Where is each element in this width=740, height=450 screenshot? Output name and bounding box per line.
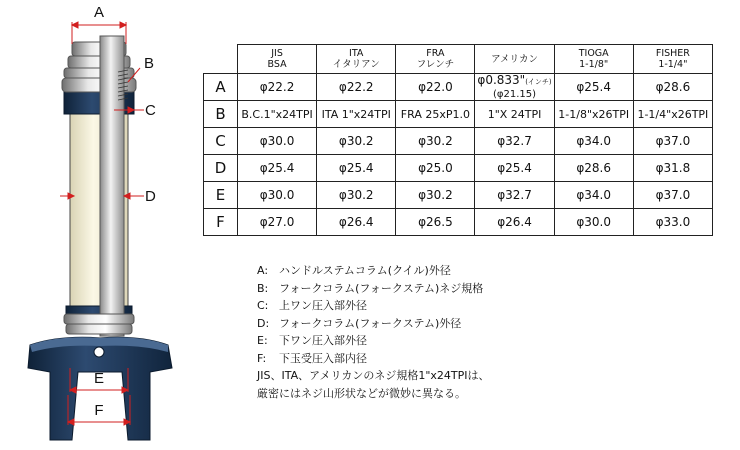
table-cell: φ25.4 xyxy=(475,155,554,182)
legend-text: フォークコラム(フォークステム)外径 xyxy=(279,316,462,330)
table-cell-american-a xyxy=(475,74,554,101)
table-cell: φ32.7 xyxy=(475,182,554,209)
row-label: D xyxy=(204,155,238,182)
table-cell: B.C.1"x24TPI xyxy=(238,101,317,128)
header-tioga: TIOGA 1-1/8" xyxy=(554,45,633,74)
legend-text: 上ワン圧入部外径 xyxy=(279,299,367,312)
top-headset xyxy=(62,42,136,92)
table-cell: φ26.5 xyxy=(396,209,475,236)
table-cell: φ37.0 xyxy=(633,128,712,155)
table-row xyxy=(204,182,713,209)
note-line-1: JIS、ITA、アメリカンのネジ規格1"x24TPIは、 xyxy=(257,369,490,382)
table-cell: φ22.2 xyxy=(238,74,317,101)
table-cell: φ25.4 xyxy=(317,155,396,182)
row-label: F xyxy=(204,209,238,236)
table-cell: φ31.8 xyxy=(633,155,712,182)
table-cell: φ26.4 xyxy=(317,209,396,236)
row-label: E xyxy=(204,182,238,209)
label-a: A xyxy=(93,4,105,21)
table-row xyxy=(204,101,713,128)
header-jis: JIS BSA xyxy=(238,45,317,74)
legend-key: B: xyxy=(257,281,269,295)
table-cell: φ26.4 xyxy=(475,209,554,236)
legend-text: フォークコラム(フォークステム)ネジ規格 xyxy=(279,281,484,295)
legend-key: F: xyxy=(257,351,267,365)
legend-key: E: xyxy=(257,334,268,347)
table-cell: φ34.0 xyxy=(554,182,633,209)
table-cell: φ22.0 xyxy=(396,74,475,101)
american-a-suffix: (インチ) xyxy=(525,77,552,86)
table-row xyxy=(204,209,713,236)
table-cell: φ30.2 xyxy=(317,182,396,209)
header-fra: FRA フレンチ xyxy=(396,45,475,74)
legend-text: ハンドルステムコラム(クイル)外径 xyxy=(279,264,451,277)
legend-item xyxy=(257,262,490,280)
legend-item xyxy=(257,350,490,368)
table-cell: φ30.2 xyxy=(396,182,475,209)
header-fisher: FISHER 1-1/4" xyxy=(633,45,712,74)
table-row xyxy=(204,74,713,101)
label-d: D xyxy=(145,188,156,205)
table-cell: 1"X 24TPI xyxy=(475,101,554,128)
american-a-inch: φ0.833" xyxy=(477,72,526,87)
table-cell: φ30.2 xyxy=(317,128,396,155)
table-cell: φ30.2 xyxy=(396,128,475,155)
table-cell: FRA 25xP1.0 xyxy=(396,101,475,128)
bottom-headset xyxy=(64,314,134,334)
legend-text: 下ワン圧入部外径 xyxy=(279,334,367,347)
header-american: アメリカン xyxy=(475,45,554,74)
table-cell: φ30.0 xyxy=(554,209,633,236)
legend-key: D: xyxy=(257,316,270,330)
legend-text: 下玉受圧入部内径 xyxy=(279,351,367,365)
table-header-row xyxy=(204,45,713,74)
label-f: F xyxy=(94,402,104,419)
table-cell: φ33.0 xyxy=(633,209,712,236)
fork-crown xyxy=(28,337,172,440)
legend-item xyxy=(257,315,490,333)
legend-item xyxy=(257,332,490,350)
label-b: B xyxy=(144,55,155,72)
legend-key: C: xyxy=(257,299,269,312)
table-cell: φ22.2 xyxy=(317,74,396,101)
steerer-tube xyxy=(100,36,124,336)
table-cell: φ30.0 xyxy=(238,128,317,155)
table-corner xyxy=(204,45,238,74)
table-cell: ITA 1"x24TPI xyxy=(317,101,396,128)
legend-item xyxy=(257,280,490,298)
table-cell: φ25.0 xyxy=(396,155,475,182)
legend xyxy=(257,262,490,402)
table-row xyxy=(204,155,713,182)
label-c: C xyxy=(145,102,156,119)
table-cell: φ25.4 xyxy=(554,74,633,101)
table-cell: φ28.6 xyxy=(633,74,712,101)
row-label: B xyxy=(204,101,238,128)
table-cell: φ32.7 xyxy=(475,128,554,155)
legend-key: A: xyxy=(257,264,269,277)
header-ita: ITA イタリアン xyxy=(317,45,396,74)
table-cell: φ30.0 xyxy=(238,182,317,209)
table-cell: 1-1/4"x26TPI xyxy=(633,101,712,128)
table-cell: φ28.6 xyxy=(554,155,633,182)
label-e: E xyxy=(93,370,105,387)
table-cell: 1-1/8"x26TPI xyxy=(554,101,633,128)
table-cell: φ25.4 xyxy=(238,155,317,182)
table-row xyxy=(204,128,713,155)
row-label: A xyxy=(204,74,238,101)
headset-diagram xyxy=(0,0,200,450)
table-cell: φ27.0 xyxy=(238,209,317,236)
crown-hole xyxy=(94,347,104,357)
american-a-metric: (φ21.15) xyxy=(493,88,537,100)
table-cell: φ34.0 xyxy=(554,128,633,155)
note-line-2: 厳密にはネジ山形状などが微妙に異なる。 xyxy=(257,386,466,400)
row-label: C xyxy=(204,128,238,155)
table-cell: φ37.0 xyxy=(633,182,712,209)
spec-table xyxy=(203,44,713,236)
legend-item xyxy=(257,297,490,315)
